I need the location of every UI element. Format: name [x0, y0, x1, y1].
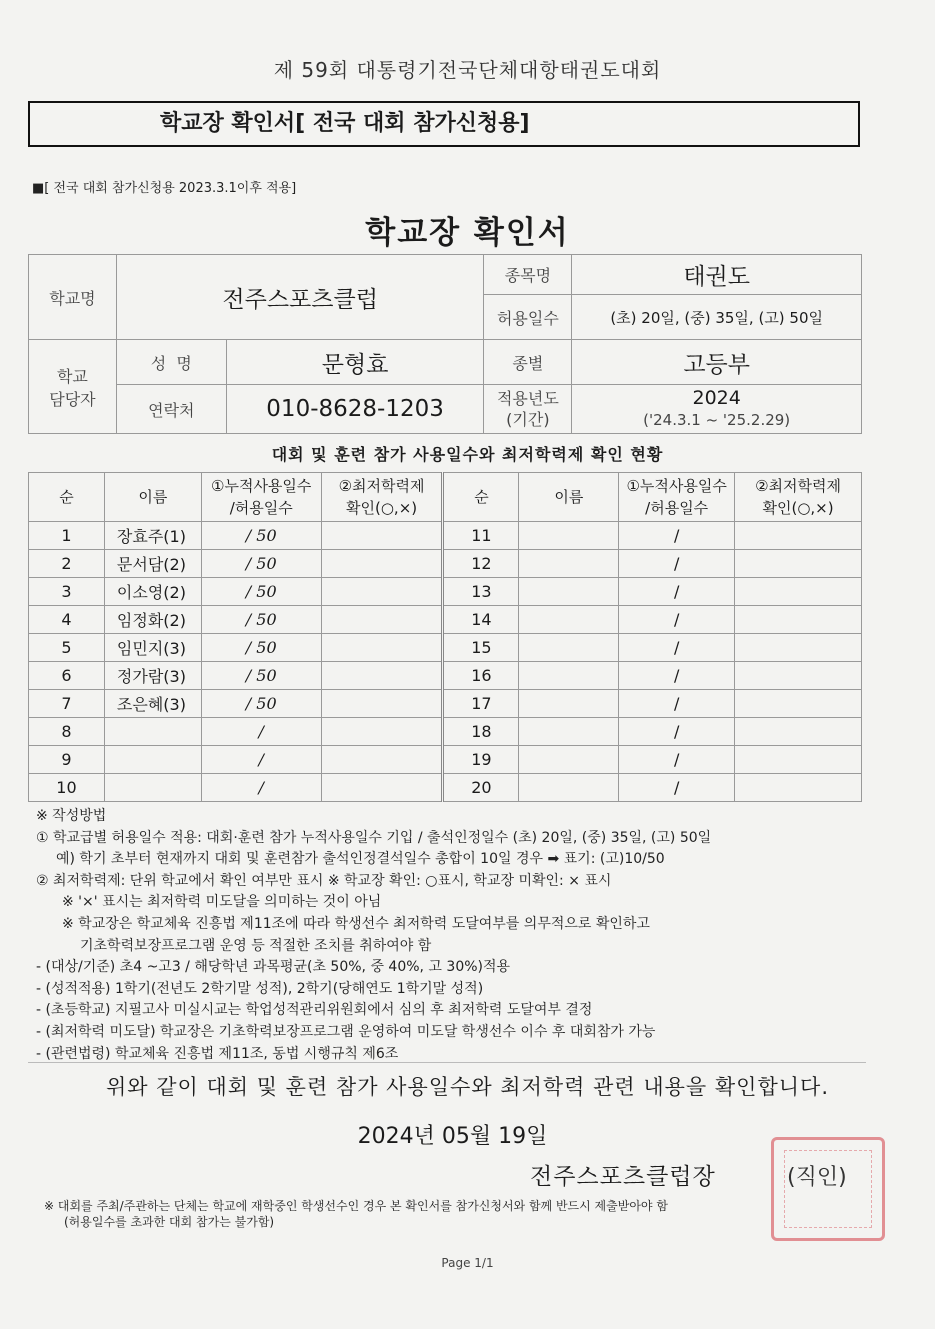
division-value: 고등부	[572, 340, 862, 385]
manager-label-line2: 담당자	[49, 389, 96, 409]
method-line8: - (성적적용) 1학기(전년도 2학기말 성적), 2학기(당해연도 1학기말 성적)	[36, 980, 484, 997]
table-row	[29, 634, 862, 662]
name-label: 성 명	[116, 340, 226, 385]
min-academic-check	[735, 578, 862, 606]
row-number: 4	[29, 606, 105, 634]
issue-date: 2024년 05월 19일	[357, 1124, 548, 1149]
row-number: 13	[443, 578, 519, 606]
days-used: / 50	[201, 662, 321, 690]
manager-label-line1: 학교	[56, 366, 88, 386]
col-min-header-right-line1: ②최저학력제	[755, 477, 841, 495]
method-line4: ※ '×' 표시는 최저학력 미도달을 의미하는 것이 아님	[62, 894, 382, 911]
year-label-line2: (기간)	[506, 410, 550, 429]
col-days-header-right	[619, 473, 735, 522]
signer-name: 전주스포츠클럽장	[530, 1164, 716, 1190]
days-used: / 50	[201, 578, 321, 606]
days-used: /	[619, 746, 735, 774]
days-used: /	[619, 578, 735, 606]
method-line10: - (최저학력 미도달) 학교장은 기초학력보장프로그램 운영하여 미도달 학생선수 이수 후 대회참가 가능	[36, 1023, 656, 1040]
roster-table	[28, 472, 862, 802]
col-no-header-right: 순	[443, 473, 519, 522]
row-number: 18	[443, 718, 519, 746]
days-used: /	[619, 634, 735, 662]
table-row	[29, 774, 862, 802]
days-used: / 50	[201, 634, 321, 662]
table-row	[29, 662, 862, 690]
method-heading: ※ 작성방법	[36, 808, 107, 824]
student-name: 임민지(3)	[104, 634, 201, 662]
min-academic-check	[735, 690, 862, 718]
days-used: /	[619, 718, 735, 746]
row-number: 6	[29, 662, 105, 690]
row-number: 14	[443, 606, 519, 634]
writing-method	[36, 806, 866, 1065]
manager-label	[29, 340, 117, 434]
col-min-header-line1: ②최저학력제	[338, 477, 425, 495]
days-used: /	[619, 550, 735, 578]
min-academic-check	[321, 718, 443, 746]
year-label	[484, 385, 572, 434]
page-title: 학교장 확인서	[365, 215, 570, 251]
min-academic-check	[735, 718, 862, 746]
student-name: 조은혜(3)	[104, 690, 201, 718]
method-line2: 예) 학기 초부터 현재까지 대회 및 훈련참가 출석인정결석일수 총합이 10일 경우 ➡ 표기: (고)10/50	[56, 851, 665, 868]
days-used: /	[201, 718, 321, 746]
row-number: 12	[443, 550, 519, 578]
sport-label: 종목명	[484, 255, 572, 295]
min-academic-check	[321, 774, 443, 802]
days-used: /	[619, 690, 735, 718]
form-title-box: 학교장 확인서[ 전국 대회 참가신청용]	[28, 101, 860, 147]
row-number: 16	[443, 662, 519, 690]
student-name	[519, 662, 619, 690]
row-number: 1	[29, 522, 105, 550]
student-name	[519, 550, 619, 578]
days-used: / 50	[201, 550, 321, 578]
row-number: 17	[443, 690, 519, 718]
col-days-header-right-line1: ①누적사용일수	[626, 477, 727, 495]
period-value: ('24.3.1 ~ '25.2.29)	[643, 411, 791, 429]
min-academic-check	[321, 634, 443, 662]
student-name: 임정화(2)	[104, 606, 201, 634]
method-line7: - (대상/기준) 초4 ~고3 / 해당학년 과목평균(초 50%, 중 40%, 고 30%)적용	[36, 959, 511, 976]
year-label-line1: 적용년도	[496, 389, 559, 408]
row-number: 15	[443, 634, 519, 662]
col-min-header-right	[735, 473, 862, 522]
min-academic-check	[321, 522, 443, 550]
student-name	[519, 606, 619, 634]
days-used: / 50	[201, 522, 321, 550]
min-academic-check	[321, 746, 443, 774]
row-number: 3	[29, 578, 105, 606]
min-academic-check	[321, 578, 443, 606]
min-academic-check	[735, 634, 862, 662]
table-row	[29, 718, 862, 746]
year-value: 2024	[692, 387, 741, 409]
student-name	[104, 718, 201, 746]
method-line6: 기초학력보장프로그램 운영 등 적절한 조치를 취하여야 함	[80, 937, 432, 954]
min-academic-check	[735, 550, 862, 578]
school-label: 학교명	[29, 255, 117, 340]
method-line1: ① 학교급별 허용일수 적용: 대회·훈련 참가 누적사용일수 기입 / 출석인정일수 (초) 20일, (중) 35일, (고) 50일	[36, 829, 712, 846]
row-number: 5	[29, 634, 105, 662]
student-name: 장효주(1)	[104, 522, 201, 550]
row-number: 9	[29, 746, 105, 774]
method-line5: ※ 학교장은 학교체육 진흥법 제11조에 따라 학생선수 최저학력 도달여부를 의무적으로 확인하고	[62, 915, 650, 932]
info-table	[28, 254, 862, 434]
table-row	[29, 522, 862, 550]
student-name: 이소영(2)	[104, 578, 201, 606]
method-line11: - (관련법령) 학교체육 진흥법 제11조, 동법 시행규칙 제6조	[36, 1045, 399, 1062]
contact-value: 010-8628-1203	[226, 385, 484, 434]
col-no-header: 순	[29, 473, 105, 522]
min-academic-check	[735, 606, 862, 634]
row-number: 8	[29, 718, 105, 746]
footnote	[44, 1198, 884, 1230]
row-number: 20	[443, 774, 519, 802]
min-academic-check	[735, 746, 862, 774]
name-value: 문형효	[226, 340, 484, 385]
col-days-header	[201, 473, 321, 522]
col-min-header-right-line2: 확인(○,×)	[762, 499, 834, 517]
allowed-days-value: (초) 20일, (중) 35일, (고) 50일	[572, 295, 862, 340]
student-name: 문서담(2)	[104, 550, 201, 578]
student-name	[104, 746, 201, 774]
apply-note: ■[ 전국 대회 참가신청용 2023.3.1이후 적용]	[32, 181, 297, 196]
student-name	[519, 774, 619, 802]
min-academic-check	[735, 662, 862, 690]
col-name-header: 이름	[104, 473, 201, 522]
days-used: /	[619, 662, 735, 690]
col-days-header-right-line2: /허용일수	[645, 499, 709, 517]
footnote-line1: ※ 대회를 주최/주관하는 단체는 학교에 재학중인 학생선수인 경우 본 확인서를 참가신청서와 함께 반드시 제출받아야 함	[44, 1199, 668, 1213]
days-used: / 50	[201, 606, 321, 634]
days-used: /	[619, 522, 735, 550]
row-number: 7	[29, 690, 105, 718]
min-academic-check	[321, 606, 443, 634]
student-name	[519, 634, 619, 662]
student-name	[519, 690, 619, 718]
page-number: Page 1/1	[441, 1256, 494, 1270]
days-used: /	[201, 746, 321, 774]
min-academic-check	[321, 550, 443, 578]
row-number: 19	[443, 746, 519, 774]
year-cell	[572, 385, 862, 434]
col-days-header-line2: /허용일수	[229, 499, 293, 517]
declaration: 위와 같이 대회 및 훈련 참가 사용일수와 최저학력 관련 내용을 확인합니다.	[105, 1075, 829, 1099]
division-label: 종별	[484, 340, 572, 385]
contact-label: 연락처	[116, 385, 226, 434]
school-value: 전주스포츠클럽	[116, 255, 484, 340]
min-academic-check	[735, 522, 862, 550]
table-row	[29, 606, 862, 634]
event-title: 제 59회 대통령기전국단체대항태권도대회	[273, 58, 662, 82]
row-number: 11	[443, 522, 519, 550]
student-name	[519, 718, 619, 746]
student-name	[519, 578, 619, 606]
days-used: /	[619, 606, 735, 634]
method-line3: ② 최저학력제: 단위 학교에서 확인 여부만 표시 ※ 학교장 확인: ○표시, 학교장 미확인: × 표시	[36, 872, 612, 889]
divider	[28, 1062, 866, 1063]
footnote-line2: (허용일수를 초과한 대회 참가는 불가함)	[64, 1215, 275, 1229]
seal-label: (직인)	[787, 1165, 847, 1190]
col-days-header-line1: ①누적사용일수	[211, 477, 312, 495]
sport-value: 태권도	[572, 255, 862, 295]
col-name-header-right: 이름	[519, 473, 619, 522]
col-min-header-line2: 확인(○,×)	[346, 499, 418, 517]
min-academic-check	[735, 774, 862, 802]
student-name	[519, 522, 619, 550]
method-line9: - (초등학교) 지필고사 미실시교는 학업성적관리위원회에서 심의 후 최저학력 도달여부 결정	[36, 1002, 593, 1019]
student-name	[104, 774, 201, 802]
days-used: / 50	[201, 690, 321, 718]
days-used: /	[619, 774, 735, 802]
min-academic-check	[321, 690, 443, 718]
col-min-header	[321, 473, 443, 522]
student-name	[519, 746, 619, 774]
student-name: 정가람(3)	[104, 662, 201, 690]
status-title: 대회 및 훈련 참가 사용일수와 최저학력제 확인 현황	[271, 445, 664, 464]
table-row	[29, 578, 862, 606]
min-academic-check	[321, 662, 443, 690]
table-row	[29, 746, 862, 774]
row-number: 2	[29, 550, 105, 578]
allowed-days-label: 허용일수	[484, 295, 572, 340]
row-number: 10	[29, 774, 105, 802]
table-row	[29, 690, 862, 718]
table-row	[29, 550, 862, 578]
days-used: /	[201, 774, 321, 802]
